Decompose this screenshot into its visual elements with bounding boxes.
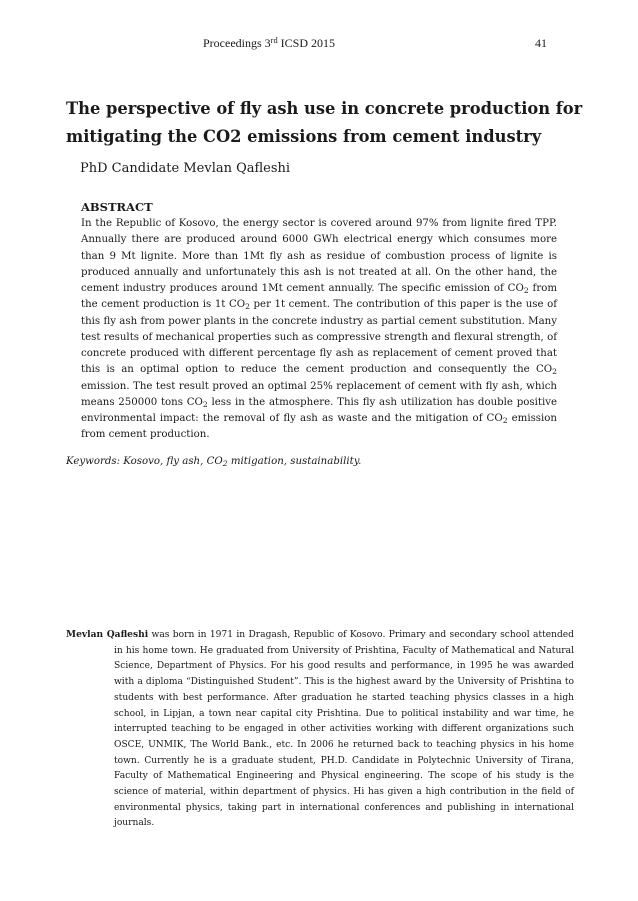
author-biography <box>66 627 574 832</box>
author-line: PhD Candidate Mevlan Qafleshi <box>80 161 291 176</box>
paper-title: The perspective of fly ash use in concrete production for mitigating the CO2 emissions from cement industry <box>66 99 583 146</box>
abstract-section <box>81 199 557 444</box>
abstract-body: In the Republic of Kosovo, the energy sector is covered around 97% from lignite fired TPP. Annually there are produced around 6000 GWh electrical energy which consumes more than 9 Mt lignite. More than 1Mt fly ash as residue of combustion process of lignite is produced annually and unfortunately this ash is not treated at all. On the other hand, the cement industry produces around 1Mt cement annually. The specific emission of $CO_2$ from the cement production is 1t $CO_2$ per 1t cement. The contribution of this paper is the use of this fly ash from power plants in the concrete industry as partial cement substitution. Many test results of mechanical properties such as compressive strength and flexural strength, of concrete produced with different percentage fly ash as replacement of cement proved that this is an optimal option to reduce the cement production and consequently the $CO_2$ emission. The test result proved an optimal 25% replacement of cement with fly ash, which means 250000 tons $CO_2$ less in the atmosphere. This fly ash utilization has double positive environmental impact: the removal of fly ash as waste and the mitigation of $CO_2$ emission from cement production. <box>81 218 558 441</box>
page-header <box>0 36 638 52</box>
abstract-heading: ABSTRACT <box>81 200 153 214</box>
page-number: 41 <box>535 36 547 50</box>
bio-author-name: Mevlan Qafleshi <box>66 629 149 640</box>
keywords-line: Keywords: Kosovo, fly ash, $CO_2$ mitigation, sustainability. <box>66 456 362 468</box>
running-title: Proceedings 3rd ICSD 2015 <box>203 36 335 50</box>
running-title-superscript: rd <box>270 36 278 46</box>
bio-text: was born in 1971 in Dragash, Republic of Kosovo. Primary and secondary school attended in his home town. He graduated from University of Prishtina, Faculty of Mathematical and Natural Science, Department of Physics. For his good results and performance, in 1995 he was awarded with a diploma “Distinguished Student”. This is the highest award by the University of Prishtina to students with best performance. After graduation he started teaching physics classes in a high school, in Lipjan, a town near capital city Prishtina. Due to political instability and war time, he interrupted teaching to be engaged in other activities working with different organizations such OSCE, UNMIK, The World Bank., etc. In 2006 he returned back to teaching physics in his home town. Currently he is a graduate student, PH.D. Candidate in Polytechnic University of Tirana, Faculty of Mathematical Engineering and Physical engineering. The scope of his study is the science of material, within department of physics. Hi has given a high contribution in the field of environmental physics, taking part in international conferences and publishing in international journals. <box>114 630 574 829</box>
